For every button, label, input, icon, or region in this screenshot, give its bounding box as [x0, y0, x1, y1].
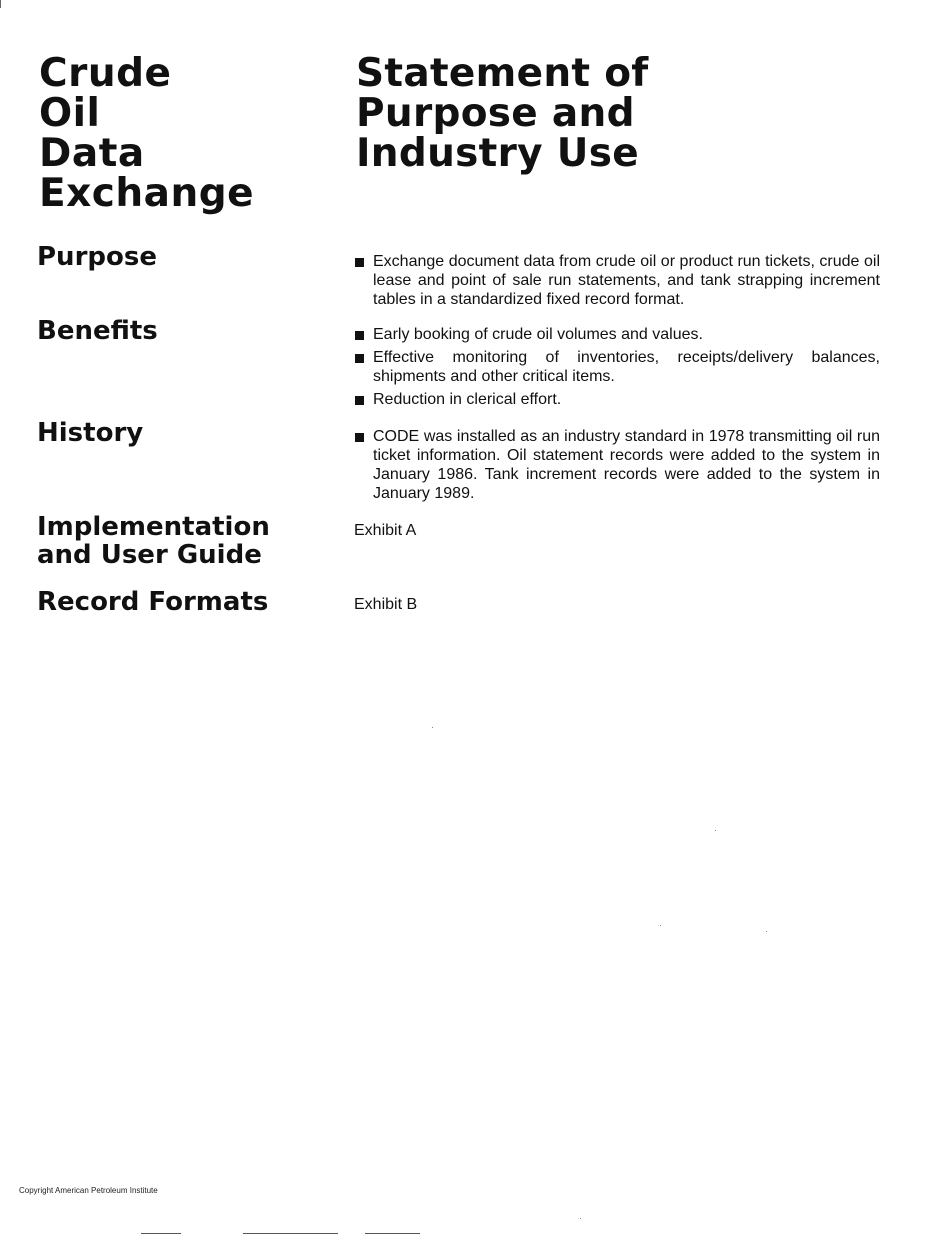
list-item — [354, 325, 880, 344]
benefits-list — [354, 325, 880, 413]
list-item — [354, 252, 880, 309]
exhibit-b-reference: Exhibit B — [354, 596, 418, 613]
bullet-square-icon — [355, 433, 364, 442]
document-title: Crude Oil Data Exchange — [39, 51, 255, 216]
list-item — [354, 390, 880, 409]
scan-speck — [660, 925, 661, 926]
scan-artifact-line — [365, 1233, 420, 1234]
scan-speck — [580, 1218, 581, 1219]
scan-artifact-line — [243, 1233, 338, 1234]
copyright-notice: Copyright American Petroleum Institute — [19, 1186, 158, 1195]
bullet-square-icon — [355, 354, 364, 363]
history-list — [354, 427, 880, 507]
list-item — [354, 348, 880, 386]
scan-artifact-line — [141, 1233, 181, 1234]
bullet-square-icon — [355, 331, 364, 340]
section-heading-implementation: Implementation and User Guide — [37, 512, 270, 570]
page-title: Statement of Purpose and Industry Use — [356, 51, 649, 176]
section-heading-history: History — [37, 418, 144, 448]
scan-speck — [432, 727, 433, 728]
purpose-item-text: Exchange document data from crude oil or product run tickets, crude oil lease and point of sale run statements, and tank strapping increment tables in a standardized fixed record format. — [373, 253, 880, 308]
benefit-item-text: Early booking of crude oil volumes and values. — [373, 326, 703, 343]
edge-mark — [0, 0, 1, 8]
benefit-item-text: Effective monitoring of inventories, receipts/delivery balances, shipments and other critical items. — [373, 349, 880, 385]
scan-speck — [715, 830, 716, 831]
exhibit-a-reference: Exhibit A — [354, 522, 417, 539]
section-heading-purpose: Purpose — [37, 242, 157, 272]
scan-speck — [766, 931, 767, 932]
history-item-text: CODE was installed as an industry standard in 1978 transmitting oil run ticket information. Oil statement records were added to the system in January 1986. Tank increment records were added to the system in January 1989. — [373, 428, 880, 502]
section-heading-benefits: Benefits — [37, 316, 158, 346]
bullet-square-icon — [355, 396, 364, 405]
purpose-list — [354, 252, 880, 313]
benefit-item-text: Reduction in clerical effort. — [373, 391, 562, 408]
list-item — [354, 427, 880, 503]
bullet-square-icon — [355, 258, 364, 267]
section-heading-record-formats: Record Formats — [37, 587, 269, 617]
